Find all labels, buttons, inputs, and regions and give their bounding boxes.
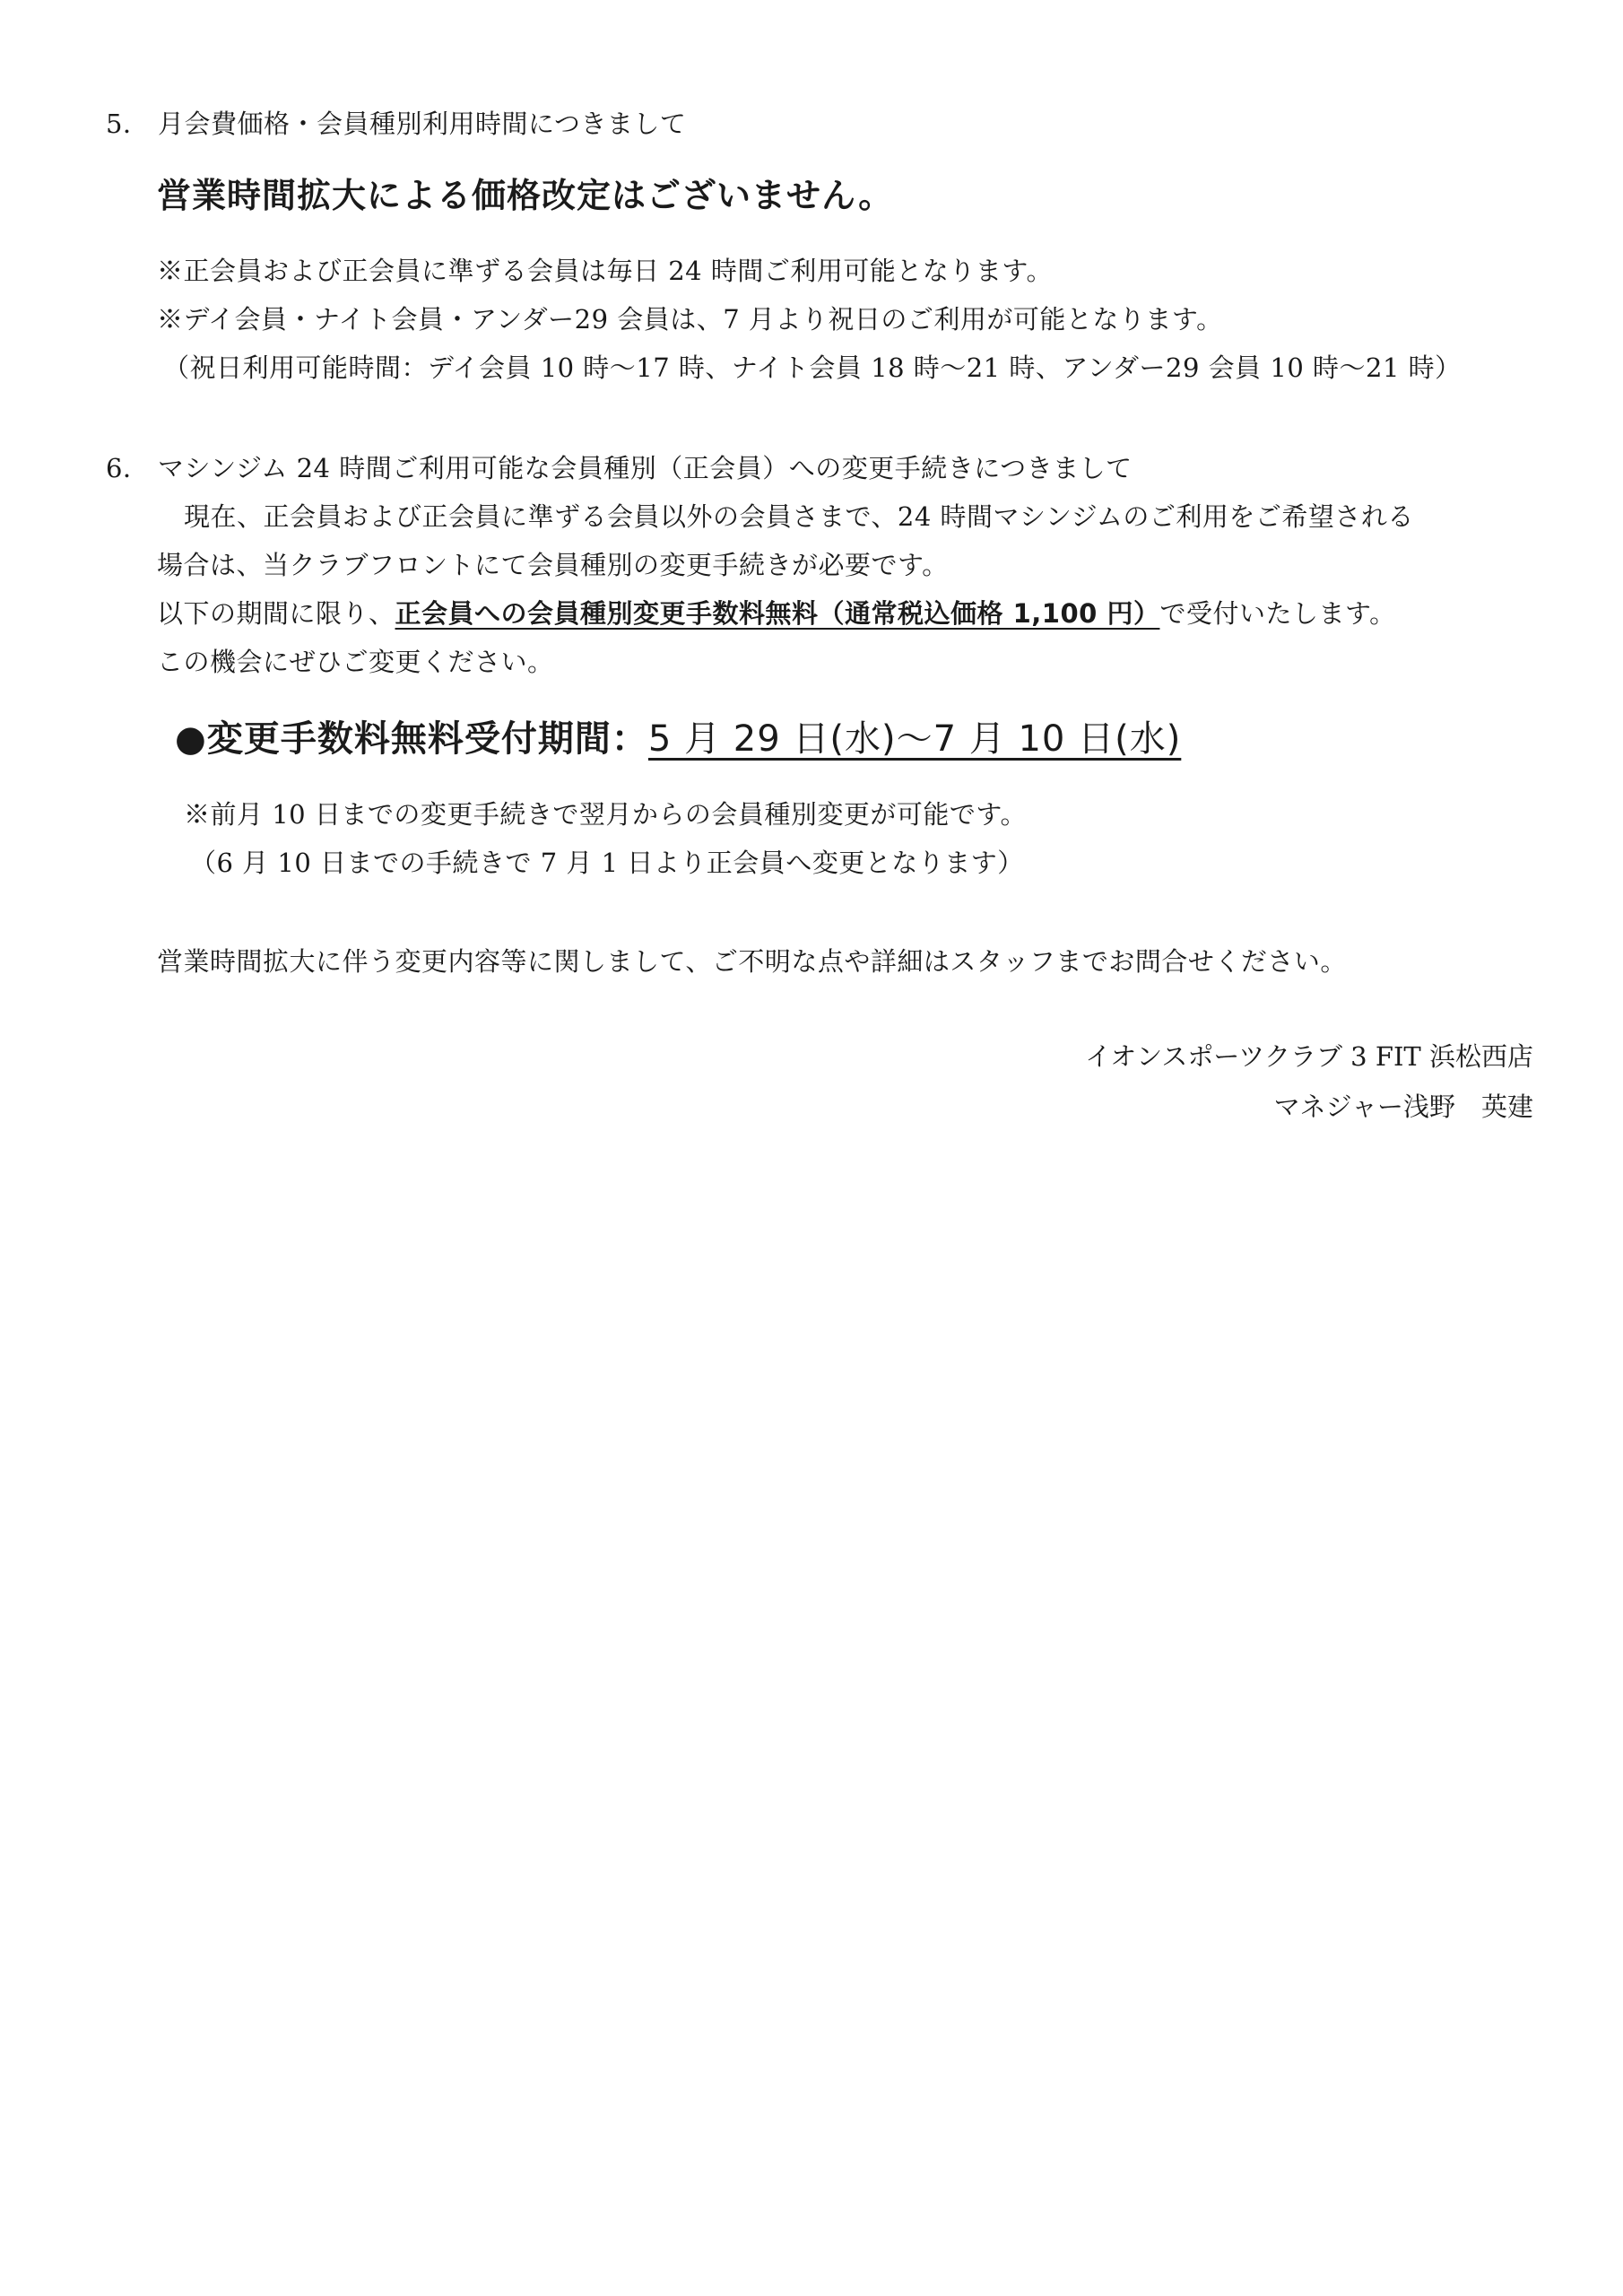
signature-manager: マネジャー浅野 英建 xyxy=(1273,1091,1533,1122)
signature-store-name: イオンスポーツクラブ 3 FIT 浜松西店 xyxy=(1085,1041,1533,1072)
section-6-paragraph-2: 場合は、当クラブフロントにて会員種別の変更手続きが必要です。 xyxy=(157,550,949,580)
period-label: ●変更手数料無料受付期間： xyxy=(175,718,648,760)
fee-waiver-highlight: 正会員への会員種別変更手数料無料（通常税込価格 1,100 円） xyxy=(395,598,1160,629)
section-5-note-3: （祝日利用可能時間：デイ会員 10 時〜17 時、ナイト会員 18 時〜21 時、アンダー29 会員 10 時〜21 時） xyxy=(163,352,1462,383)
section-5-note-2: ※デイ会員・ナイト会員・アンダー29 会員は、7 月より祝日のご利用が可能となります。 xyxy=(157,304,1223,335)
section-6-number: 6． xyxy=(106,453,150,483)
section-5-heading xyxy=(106,106,686,142)
section-6-note-2: （6 月 10 日までの手続きで 7 月 1 日より正会員へ変更となります） xyxy=(190,848,1024,878)
price-revision-headline: 営業時間拡大による価格改定はございません。 xyxy=(157,176,894,215)
section-6-paragraph-3 xyxy=(157,596,1396,631)
closing-message: 営業時間拡大に伴う変更内容等に関しまして、ご不明な点や詳細はスタッフまでお問合せください。 xyxy=(157,946,1347,977)
section-5-note-1: ※正会員および正会員に準ずる会員は毎日 24 時間ご利用可能となります。 xyxy=(157,256,1054,286)
section-6-heading xyxy=(106,450,1133,486)
paragraph-3-intro: 以下の期間に限り、 xyxy=(157,598,395,629)
section-6-note-1: ※前月 10 日までの変更手続きで翌月からの会員種別変更が可能です。 xyxy=(184,799,1028,830)
paragraph-3-tail: で受付いたします。 xyxy=(1159,598,1396,629)
period-dates: 5 月 29 日(水)〜7 月 10 日(水) xyxy=(647,718,1182,760)
section-5-number: 5． xyxy=(106,109,150,139)
fee-waiver-period xyxy=(175,714,1181,764)
section-6-title: マシンジム 24 時間ご利用可能な会員種別（正会員）への変更手続きにつきまして xyxy=(158,453,1133,483)
section-5-title: 月会費価格・会員種別利用時間につきまして xyxy=(158,109,687,139)
section-6-paragraph-4: この機会にぜひご変更ください。 xyxy=(157,647,554,677)
section-6-paragraph-1: 現在、正会員および正会員に準ずる会員以外の会員さまで、24 時間マシンジムのご利用をご希望される xyxy=(184,501,1414,532)
